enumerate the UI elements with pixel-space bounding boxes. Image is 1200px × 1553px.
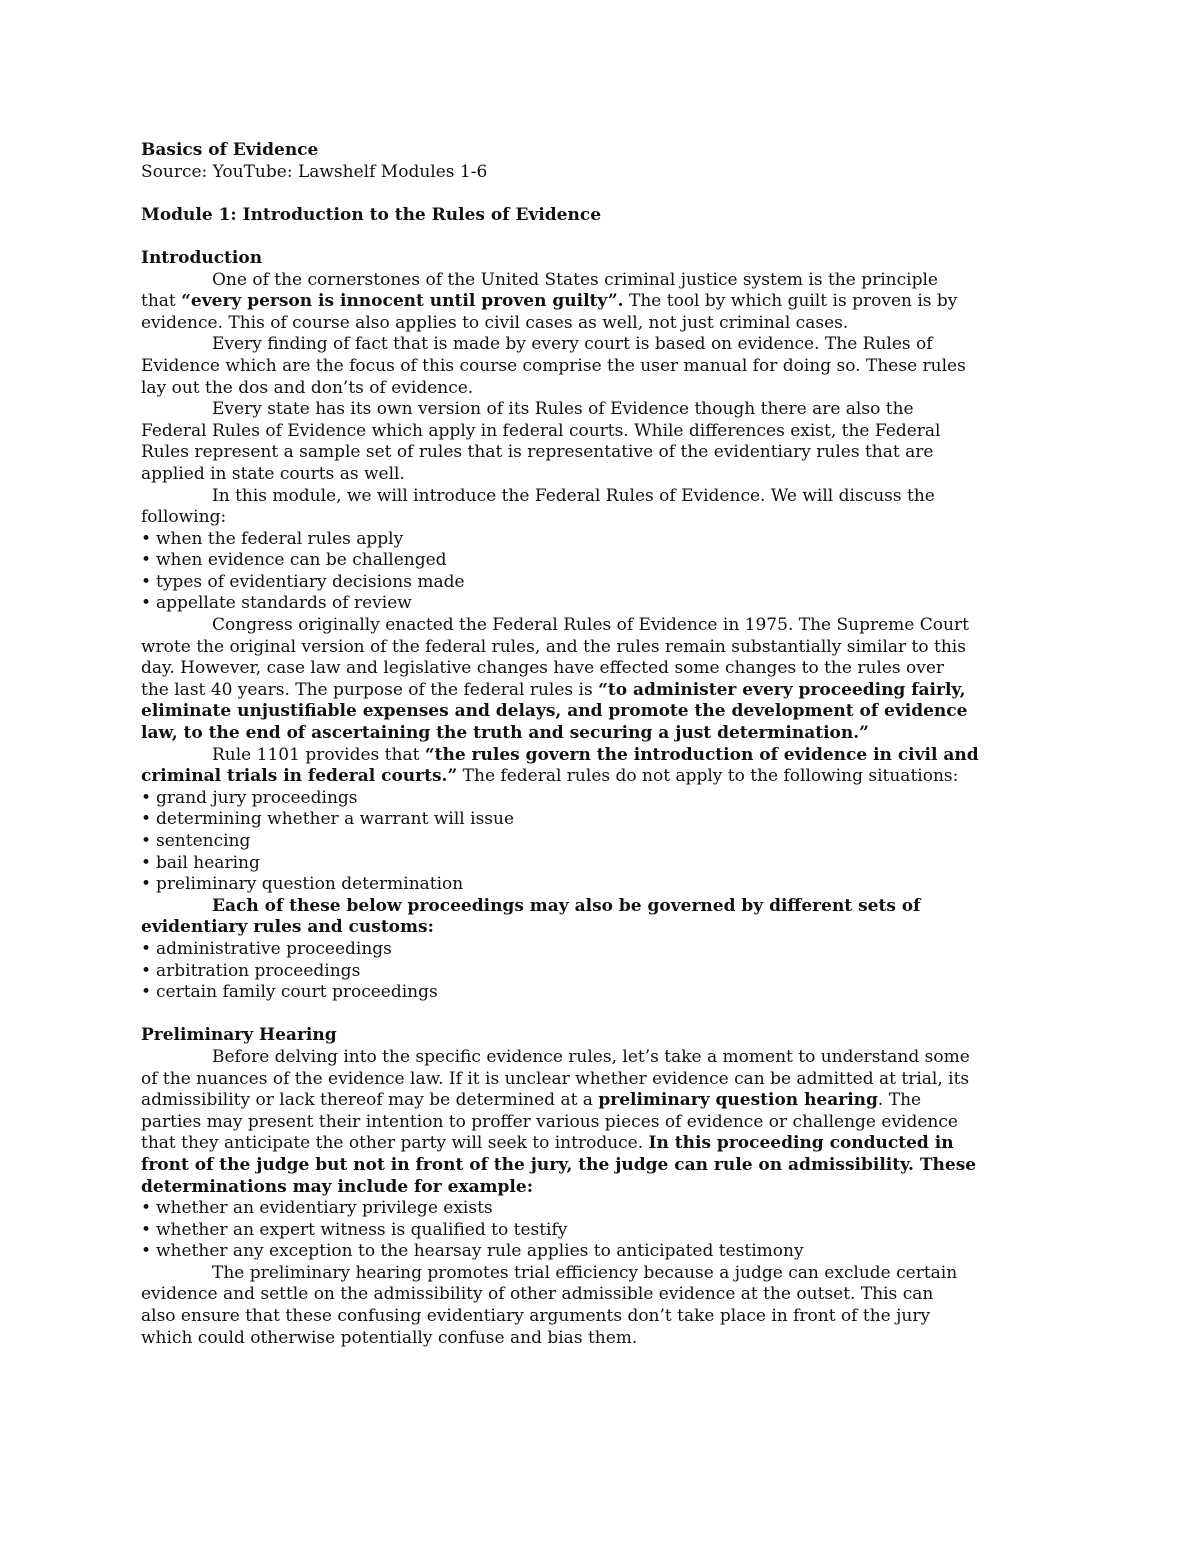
bullet-icon: •: [141, 874, 152, 895]
bullet-icon: •: [141, 787, 152, 808]
bullet-icon: •: [141, 1241, 152, 1262]
text-run: Federal Rules of Evidence which apply in federal courts. While differences exist, the Federal: [141, 420, 941, 441]
list-item: [141, 809, 1066, 831]
bullet-icon: •: [141, 1198, 152, 1219]
list-item-text: administrative proceedings: [156, 938, 392, 959]
text-line: [141, 1306, 1066, 1328]
text-line: [141, 1328, 1066, 1350]
text-line: [141, 680, 1066, 702]
text-line: [141, 766, 1066, 788]
text-run: evidence and settle on the admissibility of other admissible evidence at the outset. This can: [141, 1284, 934, 1305]
preliminary-paragraph: [141, 1047, 1066, 1198]
bold-text: preliminary question hearing: [598, 1090, 878, 1111]
text-line: [141, 1177, 1066, 1199]
bold-text: law, to the end of ascertaining the truth and securing a just determination.”: [141, 723, 869, 744]
text-line: [141, 486, 1066, 508]
list-item: [141, 961, 1066, 983]
text-line: [141, 896, 1066, 918]
governed-paragraph: [141, 896, 1066, 939]
text-line: [141, 615, 1066, 637]
list-item: [141, 853, 1066, 875]
bold-text: criminal trials in federal courts.”: [141, 766, 458, 787]
spacer: [141, 183, 1066, 205]
text-line: [141, 442, 1066, 464]
discuss-list: [141, 529, 1066, 615]
text-run: which could otherwise potentially confuse and bias them.: [141, 1327, 638, 1348]
bullet-icon: •: [141, 550, 152, 571]
bold-text: In this proceeding conducted in: [648, 1133, 954, 1154]
bold-text: “the rules govern the introduction of evidence in civil and: [424, 744, 979, 765]
list-item-text: arbitration proceedings: [156, 960, 361, 981]
list-item-text: types of evidentiary decisions made: [156, 571, 465, 592]
text-line: [141, 399, 1066, 421]
text-run: that: [141, 291, 182, 312]
list-item: [141, 1198, 1066, 1220]
list-item: [141, 788, 1066, 810]
list-item-text: whether an expert witness is qualified to testify: [156, 1219, 568, 1240]
text-run: also ensure that these confusing evidentiary arguments don’t take place in front of the jury: [141, 1306, 931, 1327]
text-run: The preliminary hearing promotes trial efficiency because a judge can exclude certain: [212, 1262, 958, 1283]
text-run: Every finding of fact that is made by every court is based on evidence. The Rules of: [212, 334, 933, 355]
text-line: [141, 421, 1066, 443]
text-run: admissibility or lack thereof may be determined at a: [141, 1090, 599, 1111]
introduction-body: [141, 270, 1066, 529]
text-line: [141, 507, 1066, 529]
determinations-list: [141, 1198, 1066, 1263]
doc-title: Basics of Evidence: [141, 140, 319, 160]
text-run: The federal rules do not apply to the following situations:: [457, 766, 959, 787]
text-line: [141, 270, 1066, 292]
list-item-text: when the federal rules apply: [156, 528, 404, 549]
text-run: wrote the original version of the federal rules, and the rules remain substantially similar to this: [141, 636, 966, 657]
text-run: Before delving into the specific evidence rules, let’s take a moment to understand some: [212, 1046, 970, 1067]
bullet-icon: •: [141, 852, 152, 873]
text-line: [141, 1090, 1066, 1112]
list-item-text: whether any exception to the hearsay rule applies to anticipated testimony: [156, 1241, 804, 1262]
text-line: [141, 1133, 1066, 1155]
document-page: [141, 140, 1066, 1349]
spacer: [141, 1004, 1066, 1026]
text-run: day. However, case law and legislative changes have effected some changes to the rules over: [141, 658, 945, 679]
text-line: [141, 723, 1066, 745]
text-run: applied in state courts as well.: [141, 463, 405, 484]
text-line: [141, 356, 1066, 378]
spacer: [141, 226, 1066, 248]
bold-text: front of the judge but not in front of the jury, the judge can rule on admissibility. These: [141, 1154, 977, 1175]
list-item: [141, 1241, 1066, 1263]
bold-text: determinations may include for example:: [141, 1176, 533, 1197]
bullet-icon: •: [141, 938, 152, 959]
text-line: [141, 334, 1066, 356]
list-item: [141, 939, 1066, 961]
not-apply-list: [141, 788, 1066, 896]
text-line: [141, 1284, 1066, 1306]
list-item-text: sentencing: [156, 831, 251, 851]
text-run: Every state has its own version of its Rules of Evidence though there are also the: [212, 399, 914, 420]
list-item: [141, 982, 1066, 1004]
text-run: that they anticipate the other party will seek to introduce.: [141, 1133, 649, 1154]
text-line: [141, 1069, 1066, 1091]
list-item-text: bail hearing: [156, 852, 260, 873]
doc-source: Source: YouTube: Lawshelf Modules 1-6: [141, 161, 488, 182]
text-line: [141, 1112, 1066, 1134]
list-item-text: preliminary question determination: [156, 874, 464, 895]
list-item-text: certain family court proceedings: [156, 982, 438, 1003]
module-heading: Module 1: Introduction to the Rules of Evidence: [141, 204, 602, 225]
text-line: [141, 291, 1066, 313]
text-line: [141, 917, 1066, 939]
bullet-icon: •: [141, 593, 152, 614]
section-heading-preliminary-hearing: Preliminary Hearing: [141, 1025, 337, 1046]
text-run: . The: [877, 1090, 922, 1111]
text-run: lay out the dos and don’ts of evidence.: [141, 377, 474, 398]
text-run: the last 40 years. The purpose of the federal rules is: [141, 679, 599, 700]
text-run: following:: [141, 507, 227, 528]
list-item-text: grand jury proceedings: [156, 787, 358, 808]
bullet-icon: •: [141, 809, 152, 830]
text-line: [141, 464, 1066, 486]
bullet-icon: •: [141, 960, 152, 981]
bullet-icon: •: [141, 831, 152, 851]
text-line: [141, 1263, 1066, 1285]
text-run: Rules represent a sample set of rules that is representative of the evidentiary rules that are: [141, 442, 934, 463]
text-line: [141, 637, 1066, 659]
text-run: Evidence which are the focus of this course comprise the user manual for doing so. These rules: [141, 355, 966, 376]
bold-text: “to administer every proceeding fairly,: [598, 679, 966, 700]
text-line: [141, 1155, 1066, 1177]
list-item-text: when evidence can be challenged: [156, 550, 447, 571]
bullet-icon: •: [141, 528, 152, 549]
text-run: Rule 1101 provides that: [212, 744, 425, 765]
text-run: parties may present their intention to proffer various pieces of evidence or challenge evidence: [141, 1111, 958, 1132]
list-item-text: whether an evidentiary privilege exists: [156, 1198, 493, 1219]
text-line: [141, 658, 1066, 680]
section-heading-introduction: Introduction: [141, 247, 263, 268]
bullet-icon: •: [141, 982, 152, 1003]
list-item: [141, 593, 1066, 615]
list-item-text: appellate standards of review: [156, 593, 412, 614]
text-run: of the nuances of the evidence law. If it is unclear whether evidence can be admitted at trial, its: [141, 1068, 970, 1089]
text-line: [141, 701, 1066, 723]
list-item: [141, 572, 1066, 594]
list-item: [141, 529, 1066, 551]
text-line: [141, 745, 1066, 767]
list-item: [141, 831, 1066, 853]
text-run: evidence. This of course also applies to civil cases as well, not just criminal cases.: [141, 312, 849, 333]
closing-paragraph: [141, 1263, 1066, 1349]
text-run: The tool by which guilt is proven is by: [623, 291, 958, 312]
text-run: In this module, we will introduce the Federal Rules of Evidence. We will discuss the: [212, 485, 935, 506]
congress-paragraph: [141, 615, 1066, 788]
list-item: [141, 550, 1066, 572]
bullet-icon: •: [141, 1219, 152, 1240]
text-line: [141, 1047, 1066, 1069]
bullet-icon: •: [141, 571, 152, 592]
list-item-text: determining whether a warrant will issue: [156, 809, 515, 830]
bold-text: “every person is innocent until proven guilty”.: [181, 291, 624, 312]
bold-text: Each of these below proceedings may also be governed by different sets of: [212, 895, 921, 916]
bold-text: evidentiary rules and customs:: [141, 917, 434, 938]
text-run: One of the cornerstones of the United States criminal justice system is the principle: [212, 269, 938, 290]
list-item: [141, 1220, 1066, 1242]
list-item: [141, 874, 1066, 896]
governed-list: [141, 939, 1066, 1004]
text-run: Congress originally enacted the Federal Rules of Evidence in 1975. The Supreme Court: [212, 615, 969, 636]
text-line: [141, 378, 1066, 400]
text-line: [141, 313, 1066, 335]
bold-text: eliminate unjustifiable expenses and delays, and promote the development of evidence: [141, 701, 968, 722]
